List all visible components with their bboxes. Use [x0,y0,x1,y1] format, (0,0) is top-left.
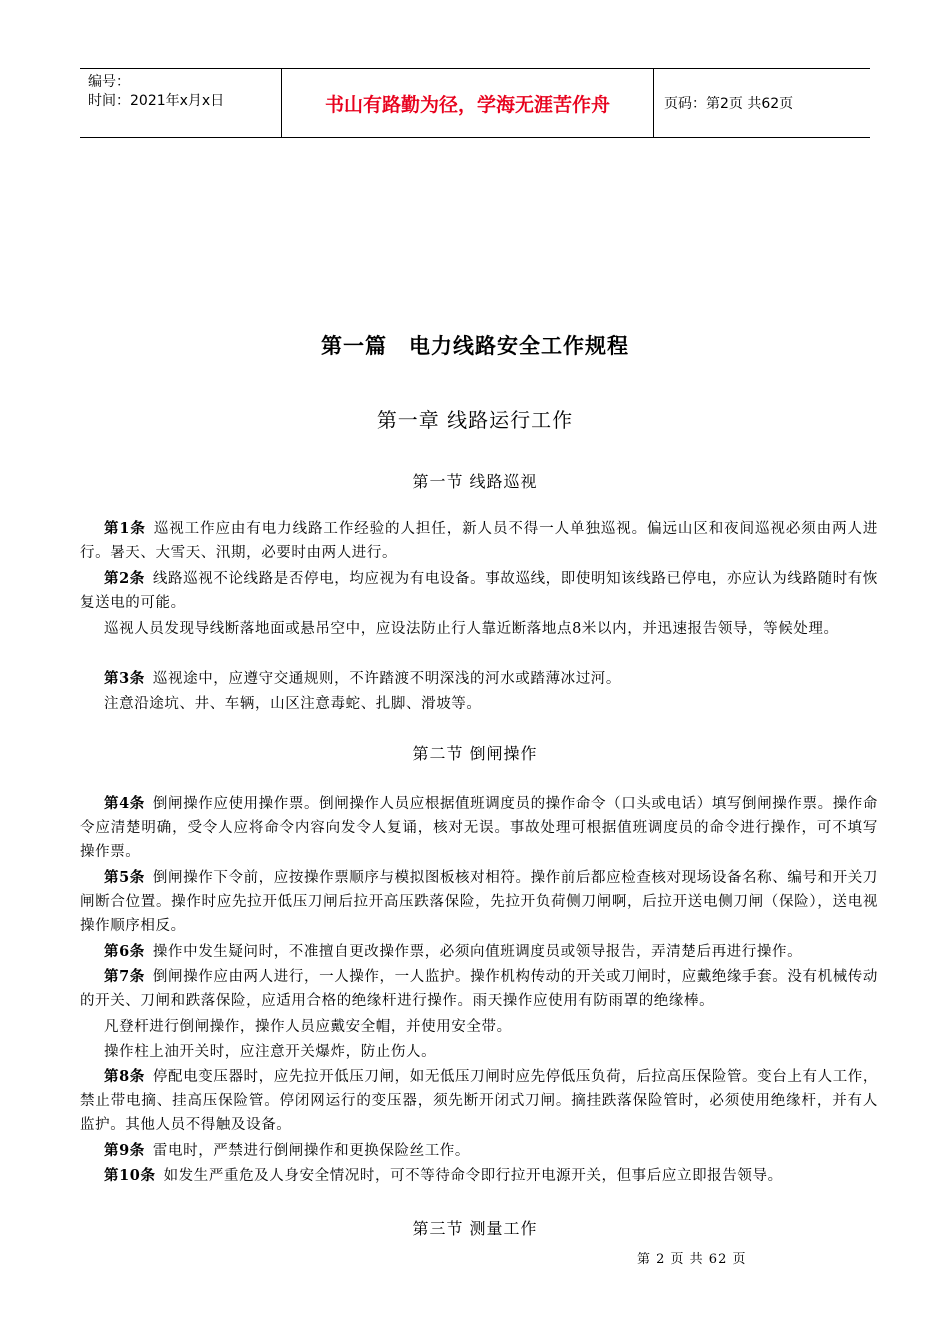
article-number: 第3条 [104,670,145,687]
paragraph-text: 巡视人员发现导线断落地面或悬吊空中，应设法防止行人靠近断落地点8米以内，并迅速报告领导，等候处理。 [104,621,839,637]
paragraph-text: 操作柱上油开关时，应注意开关爆炸，防止伤人。 [104,1044,437,1060]
article-text: 巡视途中，应遵守交通规则，不许踏渡不明深浅的河水或踏薄冰过河。 [152,671,621,687]
article-number: 第2条 [104,570,145,587]
part-title: 第一篇 电力线路安全工作规程 [321,334,629,358]
article-number: 第9条 [104,1142,145,1159]
article-text: 操作中发生疑问时，不准擅自更改操作票，必须向值班调度员或领导报告，弄清楚后再进行操作。 [152,944,803,960]
article-number: 第5条 [104,869,145,886]
article-text: 雷电时，严禁进行倒闸操作和更换保险丝工作。 [152,1143,470,1159]
article-paragraph [80,1164,878,1188]
section-title: 第二节 倒闸操作 [412,744,538,763]
paragraph [80,692,878,716]
article-paragraph [80,1139,878,1163]
paragraph [80,1015,878,1039]
article-text: 停配电变压器时，应先拉开低压刀闸，如无低压刀闸时应先停低压负荷，后拉高压保险管。变台上有人工作，禁止带电摘、挂高压保险管。停闭网运行的变压器，须先断开闭式刀闸。摘挂跌落保险管时，必须使用绝缘杆，并有人监护。其他人员不得触及设备。 [80,1069,879,1133]
article-text: 倒闸操作下令前，应按操作票顺序与模拟图板核对相符。操作前后都应检查核对现场设备名称、编号和开关刀闸断合位置。操作时应先拉开低压刀闸后拉开高压跌落保险，先拉开负荷侧刀闸啊，后拉开送电侧刀闸（保险），送电视操作顺序相反。 [80,870,879,934]
paragraph-text: 注意沿途坑、井、车辆，山区注意毒蛇、扎脚、滑坡等。 [104,696,482,712]
chapter-title: 第一章 线路运行工作 [376,408,574,432]
article-paragraph [80,1065,878,1137]
section-title: 第三节 测量工作 [412,1219,538,1238]
article-paragraph [80,567,878,615]
section-title: 第一节 线路巡视 [412,472,538,491]
article-text: 如发生严重危及人身安全情况时，可不等待命令即行拉开电源开关，但事后应立即报告领导。 [163,1168,783,1184]
article-number: 第8条 [104,1068,145,1085]
article-text: 线路巡视不论线路是否停电，均应视为有电设备。事故巡线，即使明知该线路已停电，亦应认为线路随时有恢复送电的可能。 [80,571,879,611]
article-number: 第10条 [104,1167,156,1184]
article-text: 巡视工作应由有电力线路工作经验的人担任，新人员不得一人单独巡视。偏远山区和夜间巡视必须由两人进行。暑天、大雪天、汛期，必要时由两人进行。 [80,521,879,561]
time-label: 时间：2021年x月x日 [88,93,225,109]
article-paragraph [80,517,878,565]
article-paragraph [80,667,878,691]
paragraph [80,617,878,641]
article-paragraph [80,866,878,938]
header-table [80,68,870,138]
number-label: 编号： [88,74,130,90]
article-number: 第1条 [104,520,146,537]
paragraph-text: 凡登杆进行倒闸操作，操作人员应戴安全帽，并使用安全带。 [104,1019,512,1035]
article-paragraph [80,965,878,1013]
article-paragraph [80,792,878,864]
header-meta-cell [80,69,282,137]
article-text: 倒闸操作应由两人进行，一人操作，一人监护。操作机构传动的开关或刀闸时，应戴绝缘手套。没有机械传动的开关、刀闸和跌落保险，应适用合格的绝缘杆进行操作。雨天操作应使用有防雨罩的绝缘棒。 [80,969,879,1009]
article-text: 倒闸操作应使用操作票。倒闸操作人员应根据值班调度员的操作命令（口头或电话）填写倒闸操作票。操作命令应清楚明确，受令人应将命令内容向发令人复诵，核对无误。事故处理可根据值班调度员的命令进行操作，可不填写操作票。 [80,796,879,860]
page-code: 页码：第2页 共62页 [664,96,794,112]
motto: 书山有路勤为径，学海无涯苦作舟 [282,69,654,137]
article-paragraph [80,940,878,964]
paragraph [80,1040,878,1064]
page-footer: 第 2 页 共 62 页 [637,1252,747,1267]
article-number: 第7条 [104,968,145,985]
article-number: 第6条 [104,943,145,960]
article-number: 第4条 [104,795,145,812]
